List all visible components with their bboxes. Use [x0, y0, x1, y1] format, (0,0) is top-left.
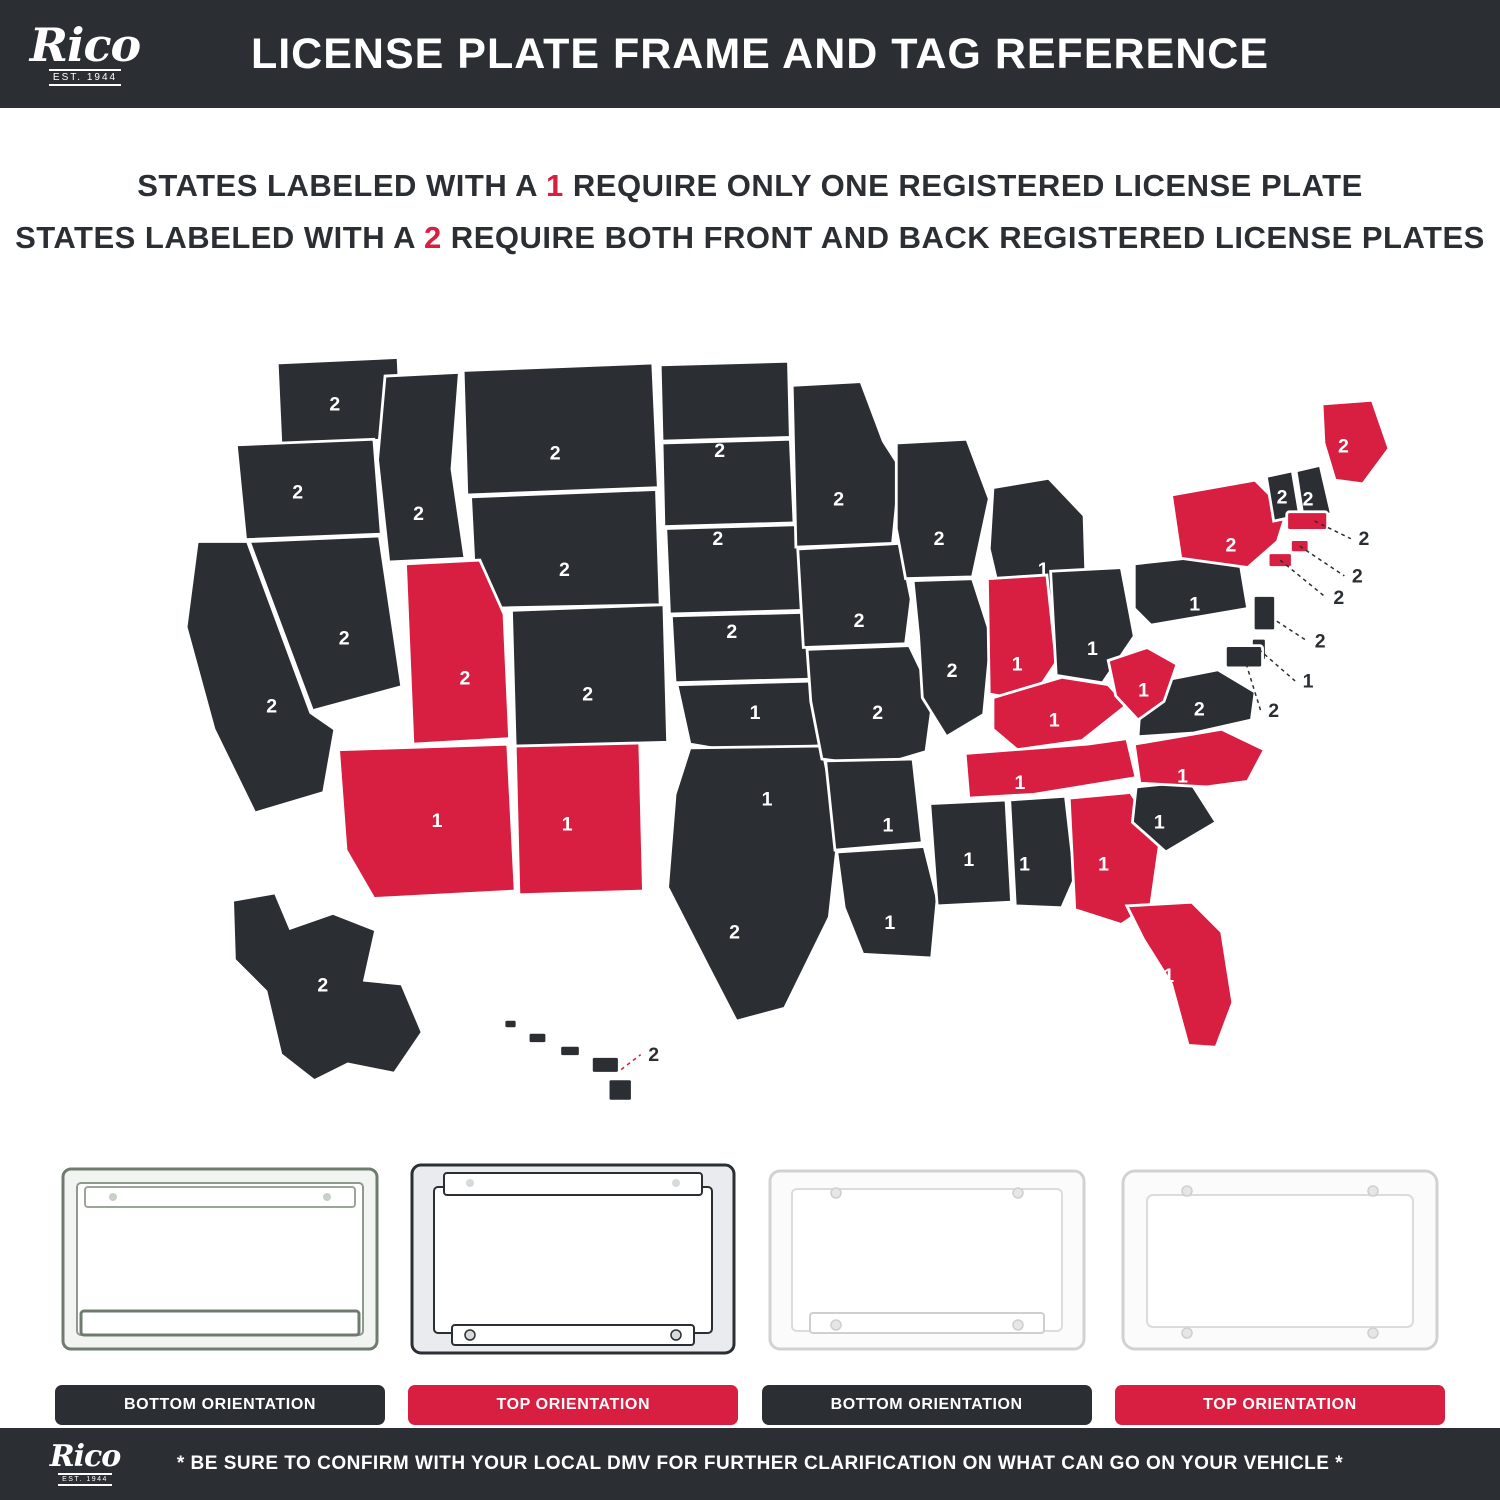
brand-logo	[0, 0, 170, 108]
state-ok	[677, 681, 820, 750]
intro-line-1-number: 1	[546, 168, 564, 203]
frame-3-svg	[762, 1145, 1092, 1375]
footer-brand-logo	[0, 1428, 170, 1500]
state-label-nc: 1	[1177, 765, 1189, 788]
intro-line-1-b: REQUIRE ONLY ONE REGISTERED LICENSE PLATE	[563, 168, 1363, 203]
state-me	[1322, 400, 1389, 484]
page-title: LICENSE PLATE FRAME AND TAG REFERENCE	[250, 29, 1270, 78]
state-label-la: 1	[884, 912, 896, 935]
state-label-vt: 2	[1276, 486, 1288, 509]
state-wy	[471, 489, 661, 608]
state-label-ga: 1	[1098, 853, 1110, 876]
state-label-or: 2	[292, 481, 304, 504]
state-ne	[666, 525, 811, 614]
frame-4-svg	[1115, 1145, 1445, 1375]
state-hi3	[560, 1045, 580, 1056]
state-label-il: 2	[946, 660, 958, 683]
state-az	[339, 744, 516, 898]
state-label-ma: 2	[1358, 528, 1370, 551]
state-label-ks: 1	[749, 702, 761, 725]
state-label-mo: 2	[872, 702, 884, 725]
state-hi1	[504, 1019, 517, 1028]
state-label-ca: 2	[266, 695, 278, 718]
state-label-mn: 2	[833, 488, 845, 511]
state-label-nj: 2	[1314, 630, 1326, 653]
state-label-ut: 2	[459, 667, 471, 690]
frame-4-caption[interactable]: TOP ORIENTATION	[1115, 1385, 1445, 1425]
state-tn	[965, 739, 1136, 798]
state-hi2	[528, 1032, 547, 1043]
state-label-sd: 2	[712, 528, 724, 551]
state-hi4	[591, 1057, 619, 1074]
intro-line-2-number: 2	[423, 220, 442, 255]
state-ar	[826, 759, 923, 850]
state-label-mi: 1	[1037, 558, 1049, 581]
state-label-hi: 2	[648, 1044, 660, 1067]
callout-leader-ct	[1280, 560, 1326, 597]
state-label-ms: 1	[963, 848, 975, 871]
state-nd	[660, 361, 790, 441]
state-al	[1010, 796, 1075, 908]
state-nm	[515, 740, 643, 894]
state-label-mt: 2	[549, 442, 561, 465]
state-hi5	[608, 1079, 632, 1101]
footer-disclaimer: * BE SURE TO CONFIRM WITH YOUR LOCAL DMV FOR FURTHER CLARIFICATION ON WHAT CAN GO ON YOUR VEHICLE *	[176, 1453, 1344, 1474]
state-ma	[1287, 512, 1328, 531]
brand-est: EST. 1944	[49, 69, 121, 86]
intro-line-2-b: REQUIRE BOTH FRONT AND BACK REGISTERED LICENSE PLATES	[441, 220, 1485, 255]
state-tx	[668, 746, 839, 1021]
footer-brand-est: EST. 1944	[58, 1473, 112, 1486]
intro-line-1	[0, 160, 1500, 212]
state-label-ky: 1	[1048, 709, 1060, 732]
state-label-sc: 1	[1153, 811, 1165, 834]
page-header	[0, 0, 1500, 108]
state-la	[837, 846, 937, 958]
state-label-co: 2	[582, 683, 594, 706]
state-label-nh: 2	[1302, 488, 1314, 511]
frame-1-caption[interactable]: BOTTOM ORIENTATION	[55, 1385, 385, 1425]
intro-line-2	[0, 212, 1500, 264]
state-label-md: 2	[1268, 700, 1280, 723]
intro-line-1-a: STATES LABELED WITH A	[137, 168, 547, 203]
state-label-ak: 2	[317, 974, 329, 997]
callout-leader-hi	[621, 1055, 641, 1070]
license-plate-frame-3[interactable]	[762, 1145, 1092, 1375]
state-sd	[662, 439, 794, 526]
usa-map	[95, 300, 1415, 1140]
state-co	[511, 605, 667, 746]
state-label-oh: 1	[1087, 637, 1098, 660]
state-label-wv: 1	[1138, 679, 1149, 702]
state-label-ct: 2	[1333, 586, 1345, 609]
state-label-ar: 1	[882, 814, 894, 837]
state-label-az: 1	[431, 809, 443, 832]
license-plate-frame-4[interactable]	[1115, 1145, 1445, 1375]
state-mn	[792, 382, 900, 547]
usa-map-svg	[95, 300, 1415, 1140]
state-label-fl: 1	[1163, 965, 1175, 988]
state-label-id: 2	[413, 503, 424, 526]
state-label-de: 1	[1302, 670, 1314, 693]
state-label-tn: 1	[1014, 771, 1026, 794]
intro-text	[0, 160, 1500, 264]
state-label-nm: 1	[561, 813, 573, 836]
state-ct	[1268, 553, 1292, 568]
state-mo	[807, 646, 933, 767]
brand-name: Rico	[29, 17, 141, 72]
state-label-wi: 2	[933, 528, 945, 551]
state-label-ri: 2	[1351, 565, 1363, 588]
state-label-wy: 2	[559, 558, 570, 581]
page-footer	[0, 1428, 1500, 1500]
intro-line-2-a: STATES LABELED WITH A	[15, 220, 424, 255]
state-label-ia: 2	[853, 610, 865, 633]
state-label-nd: 2	[714, 439, 726, 462]
state-nc	[1134, 729, 1264, 787]
frame-2-caption[interactable]: TOP ORIENTATION	[408, 1385, 738, 1425]
frame-1-svg	[55, 1145, 385, 1375]
state-label-tx: 2	[729, 921, 740, 944]
state-mt	[463, 363, 658, 495]
footer-brand-name: Rico	[49, 1438, 121, 1474]
state-label-pa: 1	[1189, 593, 1201, 616]
state-or	[236, 439, 381, 539]
state-label-ny: 2	[1225, 534, 1237, 557]
state-label-in: 1	[1011, 653, 1023, 676]
state-label-nv: 2	[338, 627, 350, 650]
state-fl	[1127, 902, 1233, 1047]
state-md	[1225, 646, 1262, 668]
state-label-ok: 1	[761, 788, 773, 811]
state-ks	[671, 612, 812, 683]
state-label-ne: 2	[726, 621, 738, 644]
frame-captions	[0, 1385, 1500, 1429]
state-id	[378, 372, 465, 562]
state-label-wa: 2	[329, 393, 341, 416]
state-label-me: 2	[1337, 435, 1349, 458]
frame-3-caption[interactable]: BOTTOM ORIENTATION	[762, 1385, 1092, 1425]
state-wi	[896, 439, 989, 578]
state-label-al: 1	[1019, 853, 1031, 876]
state-label-va: 2	[1193, 698, 1205, 721]
license-plate-frame-2[interactable]	[408, 1145, 738, 1375]
frame-gallery	[0, 1145, 1500, 1375]
frame-2-svg	[408, 1145, 738, 1375]
license-plate-frame-1[interactable]	[55, 1145, 385, 1375]
callout-leader-ri	[1300, 546, 1345, 576]
